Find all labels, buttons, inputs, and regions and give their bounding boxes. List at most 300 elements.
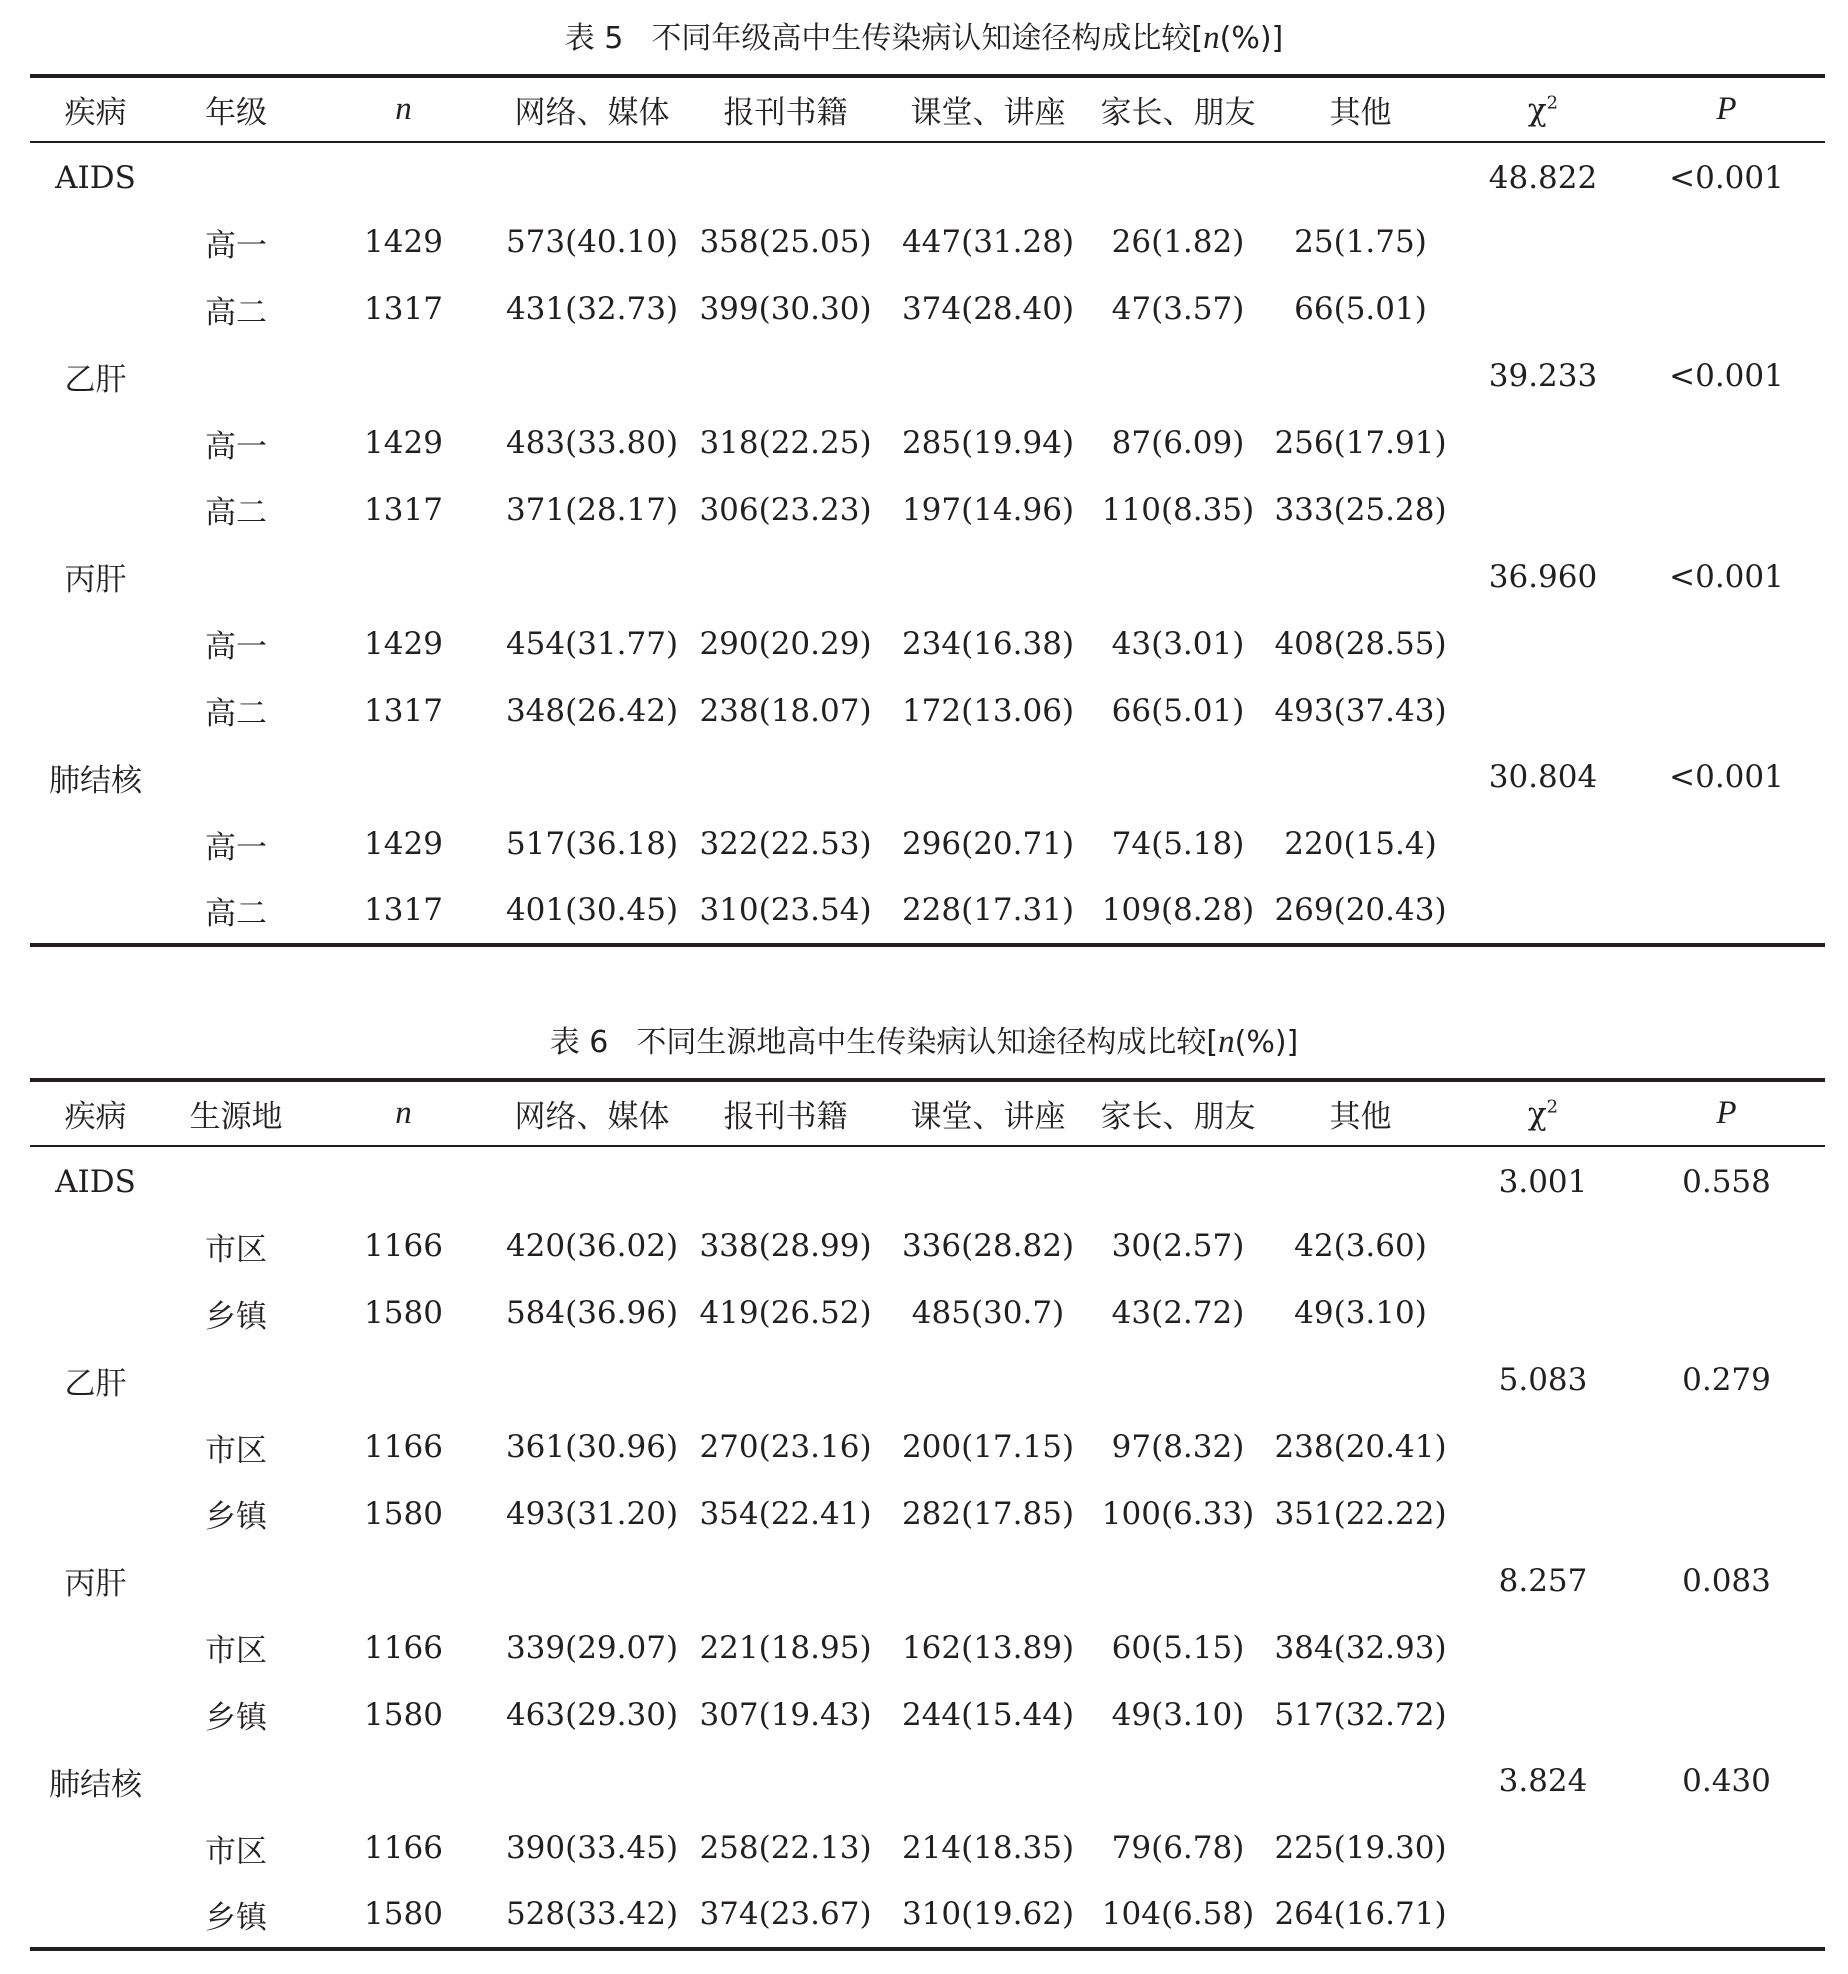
- count-percent-cell: 296(20.71): [901, 826, 1075, 863]
- group-label: 高一: [205, 829, 267, 866]
- count-percent-cell: 285(19.94): [901, 425, 1075, 461]
- chi-symbol: χ: [1527, 91, 1547, 128]
- empty-cell: [496, 1547, 688, 1614]
- empty-cell: [1263, 1146, 1458, 1213]
- disease-name: 乙肝: [64, 361, 127, 398]
- count-percent-cell: 528(33.42): [496, 1882, 688, 1949]
- empty-cell: [311, 343, 496, 410]
- count-percent-cell: 225(19.30): [1274, 1830, 1447, 1867]
- count-percent-cell: 361(30.96): [505, 1429, 679, 1465]
- table-row: [30, 276, 1825, 343]
- empty-cell: [30, 1480, 161, 1547]
- empty-cell: [161, 142, 311, 209]
- empty-cell: [496, 1146, 688, 1213]
- empty-cell: [1093, 744, 1263, 811]
- table-row: [30, 1280, 1825, 1347]
- caption-n-symbol: n: [1203, 20, 1220, 56]
- empty-cell: [30, 811, 161, 878]
- count-percent-cell: 87(6.09): [1111, 425, 1245, 461]
- count-percent-cell: 351(22.22): [1274, 1495, 1447, 1532]
- empty-cell: [883, 543, 1093, 610]
- disease-name: 丙肝: [64, 562, 127, 599]
- count-percent-cell: 49(3.10): [1294, 1295, 1427, 1332]
- table-row: [30, 1614, 1825, 1681]
- count-percent-cell: 221(18.95): [699, 1629, 872, 1666]
- group-label: 高二: [205, 495, 267, 532]
- empty-cell: [1628, 878, 1825, 945]
- sample-size: 1166: [364, 1429, 443, 1465]
- count-percent-cell: 234(16.38): [901, 625, 1075, 662]
- empty-cell: [1458, 878, 1628, 945]
- count-percent-cell: 318(22.25): [699, 425, 872, 461]
- empty-cell: [30, 610, 161, 677]
- header-source-4: 家长、朋友: [1093, 1080, 1263, 1146]
- header-n-symbol: n: [395, 1095, 412, 1131]
- count-percent-cell: 66(5.01): [1111, 692, 1245, 729]
- header-p: [1628, 76, 1825, 142]
- p-value: <0.001: [1669, 358, 1784, 395]
- count-percent-cell: 256(17.91): [1274, 425, 1447, 461]
- empty-cell: [1263, 1347, 1458, 1414]
- empty-cell: [688, 1547, 883, 1614]
- table-number: 表 6: [549, 1025, 609, 1060]
- count-percent-cell: 238(20.41): [1274, 1429, 1447, 1465]
- empty-cell: [688, 1748, 883, 1815]
- empty-cell: [1458, 1681, 1628, 1748]
- empty-cell: [1628, 1414, 1825, 1481]
- empty-cell: [161, 744, 311, 811]
- header-row: [30, 1080, 1825, 1146]
- empty-cell: [1628, 1480, 1825, 1547]
- count-percent-cell: 228(17.31): [883, 878, 1093, 945]
- sample-size: 1317: [364, 692, 443, 729]
- empty-cell: [1458, 209, 1628, 276]
- sample-size: 1429: [364, 625, 443, 662]
- count-percent-cell: 109(8.28): [1093, 878, 1263, 945]
- count-percent-cell: 584(36.96): [505, 1295, 679, 1332]
- count-percent-cell: 110(8.35): [1101, 491, 1255, 528]
- group-label: 高一: [205, 428, 267, 465]
- count-percent-cell: 431(32.73): [505, 291, 679, 328]
- p-value: 0.279: [1682, 1362, 1771, 1399]
- empty-cell: [311, 142, 496, 209]
- empty-cell: [883, 1547, 1093, 1614]
- chi-square-value: 8.257: [1498, 1562, 1588, 1599]
- count-percent-cell: 485(30.7): [911, 1295, 1065, 1332]
- disease-name: AIDS: [55, 159, 136, 196]
- count-percent-cell: 47(3.57): [1111, 291, 1245, 328]
- empty-cell: [1263, 142, 1458, 209]
- disease-name: 肺结核: [49, 762, 142, 799]
- empty-cell: [688, 744, 883, 811]
- sample-size: 1429: [364, 425, 443, 461]
- table-row: [30, 1480, 1825, 1547]
- header-source-2: 报刊书籍: [688, 76, 883, 142]
- count-percent-cell: 354(22.41): [699, 1495, 872, 1532]
- empty-cell: [883, 142, 1093, 209]
- empty-cell: [1458, 276, 1628, 343]
- empty-cell: [1628, 1815, 1825, 1882]
- chi-square-value: 3.824: [1498, 1763, 1588, 1800]
- empty-cell: [1263, 744, 1458, 811]
- disease-name: 肺结核: [49, 1766, 142, 1803]
- group-label: 市区: [205, 1231, 267, 1268]
- disease-row: [30, 1748, 1825, 1815]
- count-percent-cell: 200(17.15): [901, 1429, 1075, 1465]
- count-percent-cell: 74(5.18): [1111, 826, 1245, 863]
- header-disease: 疾病: [30, 1080, 161, 1146]
- count-percent-cell: 454(31.77): [505, 625, 679, 662]
- sample-size: 1317: [364, 491, 443, 528]
- empty-cell: [688, 1146, 883, 1213]
- empty-cell: [1263, 343, 1458, 410]
- table-row: [30, 1815, 1825, 1882]
- empty-cell: [688, 142, 883, 209]
- empty-cell: [688, 1347, 883, 1414]
- chi-symbol: χ: [1527, 1095, 1547, 1132]
- empty-cell: [30, 410, 161, 477]
- table-caption: [0, 1020, 1848, 1065]
- empty-cell: [1458, 1280, 1628, 1347]
- empty-cell: [1093, 343, 1263, 410]
- group-label: 乡镇: [205, 1700, 267, 1737]
- empty-cell: [1458, 1882, 1628, 1949]
- group-label: 高二: [205, 294, 267, 331]
- empty-cell: [311, 1748, 496, 1815]
- empty-cell: [30, 476, 161, 543]
- header-source-1: 网络、媒体: [496, 76, 688, 142]
- group-label: 市区: [205, 1833, 267, 1870]
- chi-superscript: 2: [1546, 92, 1559, 114]
- header-row: [30, 76, 1825, 142]
- count-percent-cell: 220(15.4): [1284, 826, 1437, 863]
- header-n-symbol: n: [395, 91, 412, 127]
- count-percent-cell: 264(16.71): [1263, 1882, 1458, 1949]
- table-row: [30, 209, 1825, 276]
- sample-size: 1317: [364, 291, 443, 328]
- chi-square-value: 30.804: [1488, 759, 1598, 796]
- count-percent-cell: 348(26.42): [505, 692, 679, 729]
- count-percent-cell: 419(26.52): [699, 1295, 872, 1332]
- disease-row: [30, 1146, 1825, 1213]
- count-percent-cell: 197(14.96): [901, 491, 1075, 528]
- empty-cell: [1628, 276, 1825, 343]
- count-percent-cell: 26(1.82): [1111, 224, 1245, 261]
- empty-cell: [1628, 209, 1825, 276]
- empty-cell: [1093, 1748, 1263, 1815]
- empty-cell: [1458, 677, 1628, 744]
- group-label: 市区: [205, 1633, 267, 1670]
- header-p-symbol: P: [1716, 1095, 1737, 1131]
- empty-cell: [1628, 811, 1825, 878]
- count-percent-cell: 79(6.78): [1111, 1830, 1245, 1867]
- table-row: [30, 1681, 1825, 1748]
- empty-cell: [311, 1146, 496, 1213]
- count-percent-cell: 493(31.20): [505, 1495, 679, 1532]
- count-percent-cell: 43(2.72): [1111, 1295, 1245, 1332]
- group-label: 高一: [205, 629, 267, 666]
- count-percent-cell: 25(1.75): [1294, 224, 1427, 261]
- count-percent-cell: 162(13.89): [901, 1629, 1075, 1666]
- empty-cell: [1628, 1614, 1825, 1681]
- count-percent-cell: 322(22.53): [699, 826, 872, 863]
- empty-cell: [30, 276, 161, 343]
- count-percent-cell: 66(5.01): [1294, 291, 1427, 328]
- disease-row: [30, 1547, 1825, 1614]
- empty-cell: [1093, 1547, 1263, 1614]
- count-percent-cell: 336(28.82): [901, 1228, 1075, 1265]
- count-percent-cell: 49(3.10): [1111, 1696, 1245, 1733]
- empty-cell: [1458, 610, 1628, 677]
- empty-cell: [688, 543, 883, 610]
- sample-size: 1166: [364, 1629, 443, 1666]
- count-percent-cell: 447(31.28): [901, 224, 1075, 261]
- sample-size: 1429: [364, 826, 443, 863]
- empty-cell: [1093, 142, 1263, 209]
- empty-cell: [1628, 610, 1825, 677]
- count-percent-cell: 517(32.72): [1274, 1696, 1447, 1733]
- empty-cell: [496, 1748, 688, 1815]
- count-percent-cell: 399(30.30): [699, 291, 872, 328]
- empty-cell: [883, 1347, 1093, 1414]
- table-row: [30, 677, 1825, 744]
- table-title: 不同年级高中生传染病认知途径构成比较[: [651, 21, 1204, 56]
- empty-cell: [1458, 1614, 1628, 1681]
- count-percent-cell: 310(23.54): [688, 878, 883, 945]
- empty-cell: [496, 543, 688, 610]
- empty-cell: [1458, 410, 1628, 477]
- sample-size: 1580: [364, 1295, 443, 1332]
- empty-cell: [883, 744, 1093, 811]
- table-caption: [0, 16, 1848, 61]
- count-percent-cell: 374(23.67): [688, 1882, 883, 1949]
- count-percent-cell: 306(23.23): [699, 491, 872, 528]
- count-percent-cell: 408(28.55): [1274, 625, 1447, 662]
- table-row: [30, 410, 1825, 477]
- group-label: 高二: [161, 878, 311, 945]
- chi-square-value: 3.001: [1498, 1163, 1588, 1200]
- empty-cell: [1458, 1815, 1628, 1882]
- header-chi-square: [1458, 76, 1628, 142]
- disease-row: [30, 343, 1825, 410]
- disease-name: 丙肝: [64, 1566, 127, 1603]
- count-percent-cell: 42(3.60): [1294, 1228, 1427, 1265]
- empty-cell: [30, 1882, 161, 1949]
- count-percent-cell: 238(18.07): [699, 692, 872, 729]
- count-percent-cell: 282(17.85): [901, 1495, 1075, 1532]
- empty-cell: [161, 1146, 311, 1213]
- empty-cell: [496, 744, 688, 811]
- empty-cell: [161, 1347, 311, 1414]
- header-disease: 疾病: [30, 76, 161, 142]
- p-value: 0.083: [1682, 1562, 1771, 1599]
- sample-size: 1580: [311, 1882, 496, 1949]
- header-n: [311, 1080, 496, 1146]
- sample-size: 1166: [364, 1830, 443, 1867]
- empty-cell: [1458, 476, 1628, 543]
- empty-cell: [688, 343, 883, 410]
- table-title: 不同生源地高中生传染病认知途径构成比较[: [636, 1025, 1219, 1060]
- header-source-2: 报刊书籍: [688, 1080, 883, 1146]
- count-percent-cell: 493(37.43): [1274, 692, 1447, 729]
- empty-cell: [883, 1748, 1093, 1815]
- sample-size: 1429: [364, 224, 443, 261]
- header-p-symbol: P: [1716, 91, 1737, 127]
- empty-cell: [883, 343, 1093, 410]
- empty-cell: [1628, 677, 1825, 744]
- p-value: <0.001: [1669, 558, 1784, 595]
- empty-cell: [883, 1146, 1093, 1213]
- count-percent-cell: 258(22.13): [699, 1830, 872, 1867]
- count-percent-cell: 483(33.80): [505, 425, 679, 461]
- count-percent-cell: 214(18.35): [901, 1830, 1075, 1867]
- sample-size: 1166: [364, 1228, 443, 1265]
- table-row: [30, 878, 1825, 945]
- table-row: [30, 811, 1825, 878]
- count-percent-cell: 401(30.45): [496, 878, 688, 945]
- group-label: 高一: [205, 227, 267, 264]
- header-chi-square: [1458, 1080, 1628, 1146]
- header-source-4: 家长、朋友: [1093, 76, 1263, 142]
- count-percent-cell: 290(20.29): [699, 625, 872, 662]
- table-row: [30, 1213, 1825, 1280]
- table-row: [30, 1414, 1825, 1481]
- empty-cell: [1458, 1480, 1628, 1547]
- empty-cell: [30, 677, 161, 744]
- disease-name: 乙肝: [64, 1365, 127, 1402]
- chi-square-value: 48.822: [1488, 159, 1598, 196]
- count-percent-cell: 270(23.16): [699, 1429, 872, 1465]
- table-number: 表 5: [564, 21, 624, 56]
- p-value: <0.001: [1669, 159, 1784, 196]
- count-percent-cell: 307(19.43): [699, 1696, 872, 1733]
- empty-cell: [161, 1547, 311, 1614]
- count-percent-cell: 420(36.02): [505, 1228, 679, 1265]
- empty-cell: [1628, 1280, 1825, 1347]
- count-percent-cell: 384(32.93): [1274, 1629, 1447, 1666]
- group-label: 乡镇: [205, 1298, 267, 1335]
- empty-cell: [161, 1748, 311, 1815]
- count-percent-cell: 338(28.99): [699, 1228, 872, 1265]
- sample-size: 1317: [311, 878, 496, 945]
- header-source-3: 课堂、讲座: [883, 1080, 1093, 1146]
- empty-cell: [311, 744, 496, 811]
- caption-unit: (%)]: [1234, 1025, 1299, 1060]
- group-label: 乡镇: [205, 1499, 267, 1536]
- chi-square-value: 5.083: [1498, 1362, 1588, 1399]
- empty-cell: [496, 142, 688, 209]
- header-n: [311, 76, 496, 142]
- empty-cell: [30, 1681, 161, 1748]
- count-percent-cell: 269(20.43): [1263, 878, 1458, 945]
- data-table: [30, 74, 1825, 947]
- empty-cell: [1263, 543, 1458, 610]
- count-percent-cell: 358(25.05): [699, 224, 872, 261]
- chi-square-value: 39.233: [1488, 358, 1598, 395]
- empty-cell: [1628, 1213, 1825, 1280]
- count-percent-cell: 371(28.17): [505, 491, 679, 528]
- count-percent-cell: 30(2.57): [1111, 1228, 1245, 1265]
- empty-cell: [496, 1347, 688, 1414]
- data-table: [30, 1078, 1825, 1951]
- count-percent-cell: 374(28.40): [901, 291, 1075, 328]
- header-source-3: 课堂、讲座: [883, 76, 1093, 142]
- disease-row: [30, 142, 1825, 209]
- count-percent-cell: 100(6.33): [1101, 1495, 1255, 1532]
- group-label: 市区: [205, 1432, 267, 1469]
- count-percent-cell: 573(40.10): [505, 224, 679, 261]
- empty-cell: [311, 1347, 496, 1414]
- count-percent-cell: 517(36.18): [505, 826, 679, 863]
- header-source-5: 其他: [1263, 1080, 1458, 1146]
- empty-cell: [1628, 1681, 1825, 1748]
- count-percent-cell: 104(6.58): [1093, 1882, 1263, 1949]
- header-source-5: 其他: [1263, 76, 1458, 142]
- chi-square-value: 36.960: [1488, 558, 1598, 595]
- empty-cell: [1458, 1213, 1628, 1280]
- count-percent-cell: 172(13.06): [901, 692, 1075, 729]
- group-label: 乡镇: [161, 1882, 311, 1949]
- empty-cell: [161, 343, 311, 410]
- empty-cell: [1628, 1882, 1825, 1949]
- group-label: 高二: [205, 696, 267, 733]
- count-percent-cell: 244(15.44): [901, 1696, 1075, 1733]
- empty-cell: [30, 209, 161, 276]
- empty-cell: [1628, 410, 1825, 477]
- empty-cell: [1263, 1748, 1458, 1815]
- disease-row: [30, 1347, 1825, 1414]
- table-row: [30, 610, 1825, 677]
- empty-cell: [30, 1414, 161, 1481]
- count-percent-cell: 97(8.32): [1111, 1429, 1245, 1465]
- caption-n-symbol: n: [1218, 1024, 1235, 1060]
- count-percent-cell: 310(19.62): [883, 1882, 1093, 1949]
- caption-unit: (%)]: [1219, 21, 1284, 56]
- disease-row: [30, 744, 1825, 811]
- header-p: [1628, 1080, 1825, 1146]
- count-percent-cell: 333(25.28): [1274, 491, 1447, 528]
- disease-row: [30, 543, 1825, 610]
- count-percent-cell: 463(29.30): [505, 1696, 679, 1733]
- empty-cell: [311, 543, 496, 610]
- empty-cell: [30, 1815, 161, 1882]
- empty-cell: [496, 343, 688, 410]
- empty-cell: [30, 878, 161, 945]
- empty-cell: [1093, 1347, 1263, 1414]
- count-percent-cell: 339(29.07): [505, 1629, 679, 1666]
- header-group: 生源地: [161, 1080, 311, 1146]
- empty-cell: [1458, 1414, 1628, 1481]
- empty-cell: [1458, 811, 1628, 878]
- disease-name: AIDS: [55, 1163, 136, 1200]
- sample-size: 1580: [364, 1696, 443, 1733]
- empty-cell: [1093, 543, 1263, 610]
- header-group: 年级: [161, 76, 311, 142]
- chi-superscript: 2: [1546, 1096, 1559, 1118]
- empty-cell: [30, 1280, 161, 1347]
- p-value: <0.001: [1669, 759, 1784, 796]
- p-value: 0.558: [1682, 1163, 1771, 1200]
- sample-size: 1580: [364, 1495, 443, 1532]
- empty-cell: [1628, 476, 1825, 543]
- count-percent-cell: 60(5.15): [1111, 1629, 1245, 1666]
- empty-cell: [30, 1614, 161, 1681]
- empty-cell: [30, 1213, 161, 1280]
- table-row: [30, 476, 1825, 543]
- empty-cell: [1263, 1547, 1458, 1614]
- empty-cell: [161, 543, 311, 610]
- table-row: [30, 1882, 1825, 1949]
